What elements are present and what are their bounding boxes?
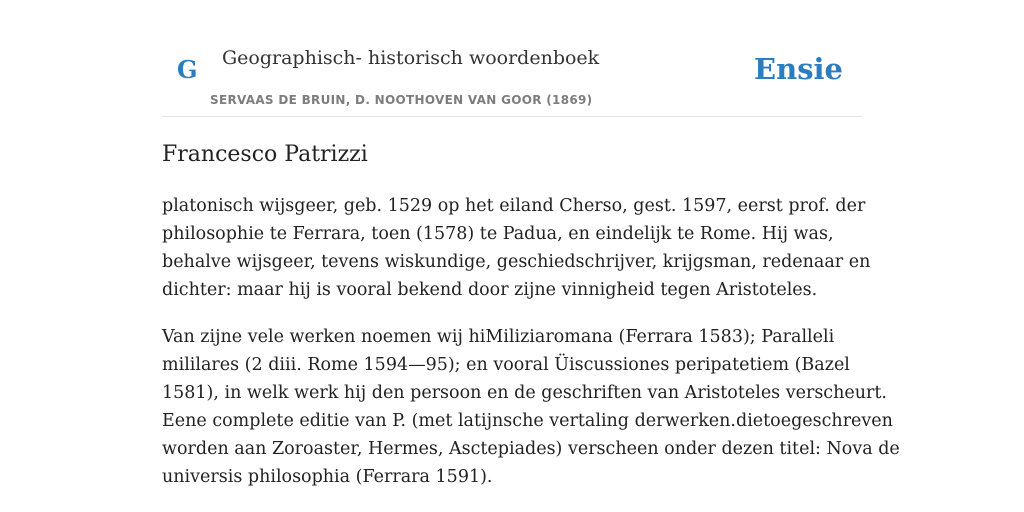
entry-paragraph <box>162 192 871 304</box>
text-line: mililares (2 diii. Rome 1594—95); en vooral Üiscussiones peripatetiem (Bazel <box>162 355 850 375</box>
text-line: behalve wijsgeer, tevens wiskundige, geschiedschrijver, krijgsman, redenaar en <box>162 252 871 272</box>
source-logo[interactable]: G <box>177 55 198 84</box>
text-line: philosophie te Ferrara, toen (1578) te Padua, en eindelijk te Rome. Hij was, <box>162 224 834 244</box>
entry-body <box>162 192 900 510</box>
book-title-link[interactable]: Geographisch- historisch woordenboek <box>222 47 600 69</box>
header <box>162 0 862 117</box>
text-line: Eene complete editie van P. (met latijnsche vertaling derwerken.dietoegeschreven <box>162 411 893 431</box>
text-line: 1581), in welk werk hij den persoon en de geschriften van Aristoteles verscheurt. <box>162 383 887 403</box>
text-line: universis philosophia (Ferrara 1591). <box>162 467 493 487</box>
ensie-logo[interactable]: Ensie <box>754 52 843 86</box>
text-line: worden aan Zoroaster, Hermes, Asctepiades) verscheen onder dezen titel: Nova de <box>162 439 900 459</box>
entry-paragraph <box>162 323 900 491</box>
text-line: platonisch wijsgeer, geb. 1529 op het eiland Cherso, gest. 1597, eerst prof. der <box>162 196 866 216</box>
entry-title: Francesco Patrizzi <box>162 142 368 167</box>
book-authors: SERVAAS DE BRUIN, D. NOOTHOVEN VAN GOOR (1869) <box>210 93 593 107</box>
text-line: Van zijne vele werken noemen wij hiMiliziaromana (Ferrara 1583); Paralleli <box>162 327 835 347</box>
text-line: dichter: maar hij is vooral bekend door zijne vinnigheid tegen Aristoteles. <box>162 280 818 300</box>
